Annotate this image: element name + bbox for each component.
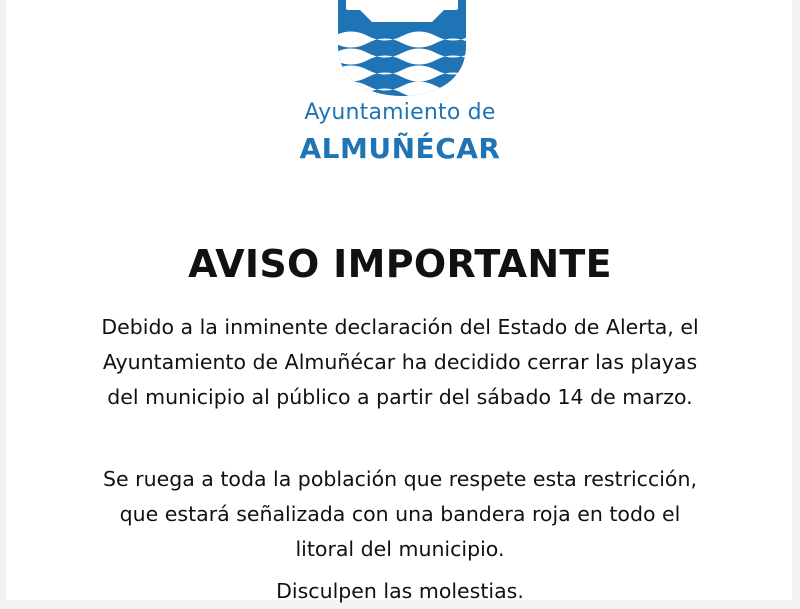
ship-on-waves-crest-icon xyxy=(334,0,470,98)
notice-title: AVISO IMPORTANTE xyxy=(188,242,612,286)
notice-paragraph-apology: Disculpen las molestias. xyxy=(276,579,524,603)
logo-text-ayuntamiento: Ayuntamiento de xyxy=(304,100,496,125)
notice-paragraph-request: Se ruega a toda la población que respete esta restricción, que estará señalizada con una bandera roja en todo el litoral del municipio. xyxy=(103,467,697,561)
logo-text-almunecar: ALMUÑÉCAR xyxy=(299,132,501,165)
notice-paragraph-closure: Debido a la inminente declaración del Estado de Alerta, el Ayuntamiento de Almuñécar ha decidido cerrar las playas del municipio al público a partir del sábado 14 de marzo. xyxy=(101,315,699,409)
